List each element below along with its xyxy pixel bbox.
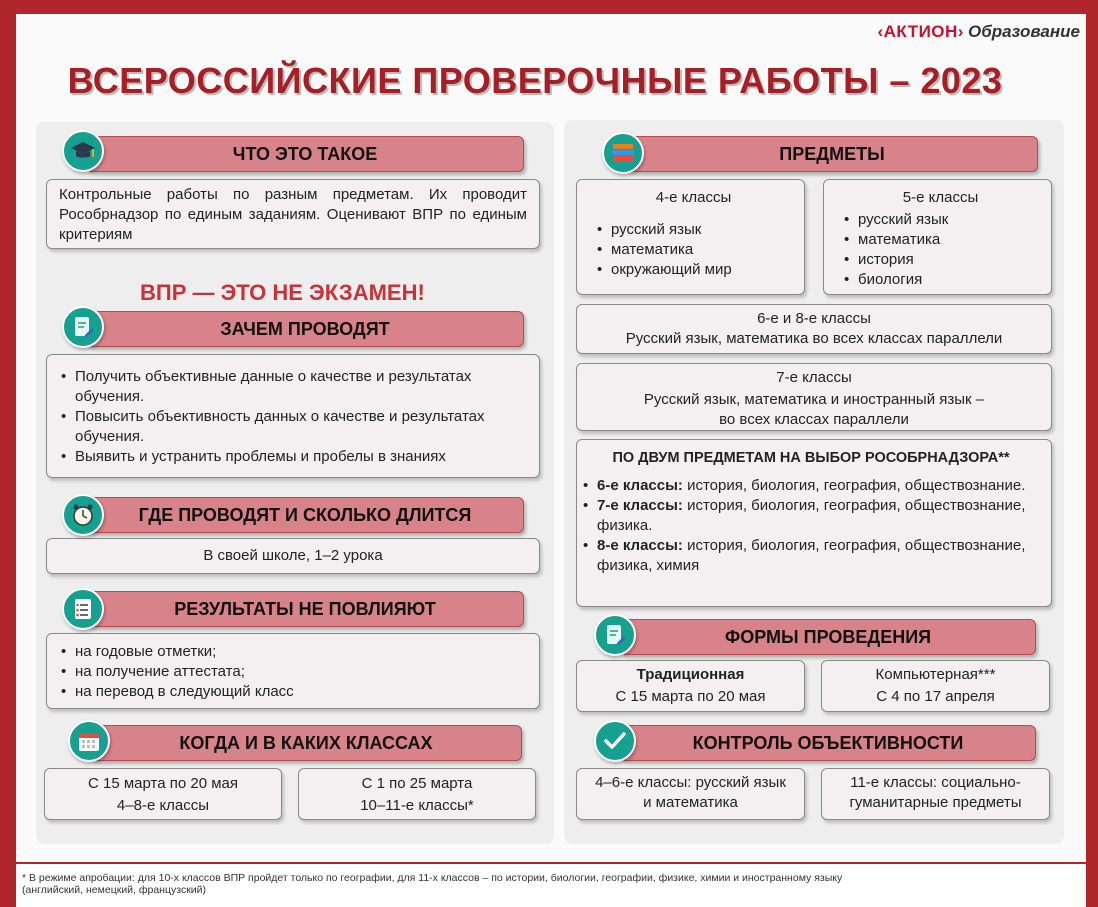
traditional-box bbox=[576, 660, 805, 712]
list-item: • русский язык bbox=[595, 220, 792, 240]
list-item: • русский язык bbox=[842, 210, 1039, 230]
when-header: КОГДА И В КАКИХ КЛАССАХ bbox=[90, 725, 522, 761]
footnote-line-1: * В режиме апробации: для 10-х классов ВПР пройдет только по географии, для 11-х классов – по истории, биологии, географии, физике, химии и иностранному языку bbox=[22, 872, 843, 884]
where-box bbox=[46, 538, 540, 574]
list-item: • история bbox=[842, 250, 1039, 270]
list-item: • 8-е классы: история, биология, география, обществознание, физика, химия bbox=[581, 536, 1041, 576]
list-item: • Выявить и устранить проблемы и пробелы в знаниях bbox=[59, 447, 527, 467]
footnote-line-2: (английский, немецкий, французский) bbox=[22, 884, 207, 896]
graduation-cap-icon bbox=[62, 130, 104, 172]
what-header: ЧТО ЭТО ТАКОЕ bbox=[86, 136, 524, 172]
choice-box bbox=[576, 439, 1052, 607]
list-item: • 6-е классы: история, биология, география, обществознание. bbox=[581, 476, 1041, 496]
aktion-logo: ‹АКТИОН› Образование bbox=[877, 22, 1080, 41]
choice-title: ПО ДВУМ ПРЕДМЕТАМ НА ВЫБОР РОСОБРНАДЗОРА** bbox=[612, 450, 1010, 466]
when-dates-2: С 1 по 25 марта bbox=[361, 775, 473, 792]
list-item: • Получить объективные данные о качестве и результатах обучения. bbox=[59, 367, 527, 407]
computer-box bbox=[821, 660, 1050, 712]
grade7-box bbox=[576, 363, 1052, 431]
control-text-1: 4–6-е классы: русский язык и математика bbox=[595, 774, 786, 811]
list-item: • математика bbox=[595, 240, 792, 260]
page-title: ВСЕРОССИЙСКИЕ ПРОВЕРОЧНЫЕ РАБОТЫ – 2023 bbox=[67, 60, 1003, 101]
grade7-line1: Русский язык, математика и иностранный язык – bbox=[643, 391, 985, 408]
what-text-box bbox=[46, 179, 540, 249]
computer-dates: С 4 по 17 апреля bbox=[876, 688, 995, 705]
control-box-2 bbox=[821, 768, 1050, 820]
where-text: В своей школе, 1–2 урока bbox=[203, 547, 383, 564]
grade68-box bbox=[576, 304, 1052, 354]
list-item: • Повысить объективность данных о качестве и результатах обучения. bbox=[59, 407, 527, 447]
footnote bbox=[16, 864, 1086, 907]
list-item: • биология bbox=[842, 270, 1039, 290]
control-header: КОНТРОЛЬ ОБЪЕКТИВНОСТИ bbox=[620, 725, 1036, 761]
traditional-dates: С 15 марта по 20 мая bbox=[615, 688, 766, 705]
list-item: • окружающий мир bbox=[595, 260, 792, 280]
grade68-title: 6-е и 8-е классы bbox=[757, 310, 871, 327]
computer-document-icon bbox=[594, 614, 636, 656]
grade4-title: 4-е классы bbox=[655, 189, 732, 206]
why-header: ЗАЧЕМ ПРОВОДЯТ bbox=[86, 311, 524, 347]
what-text: Контрольные работы по разным предметам. Их проводит Рособрнадзор по единым заданиям. Оценивают ВПР по единым критериям bbox=[59, 186, 527, 243]
forms-header: ФОРМЫ ПРОВЕДЕНИЯ bbox=[620, 619, 1036, 655]
list-item: • на годовые отметки; bbox=[59, 642, 527, 662]
when-box-1 bbox=[44, 768, 282, 820]
results-box bbox=[46, 633, 540, 709]
when-box-2 bbox=[298, 768, 536, 820]
control-box-1 bbox=[576, 768, 805, 820]
grade7-title: 7-е классы bbox=[776, 369, 852, 386]
results-header: РЕЗУЛЬТАТЫ НЕ ПОВЛИЯЮТ bbox=[86, 591, 524, 627]
checkmark-icon bbox=[594, 720, 636, 762]
document-edit-icon bbox=[62, 306, 104, 348]
when-grades-2: 10–11-е классы* bbox=[360, 797, 474, 814]
grade5-title: 5-е классы bbox=[902, 189, 979, 206]
grade7-line2: во всех классах параллели bbox=[719, 411, 909, 428]
why-box bbox=[46, 354, 540, 478]
list-item: • 7-е классы: история, биология, география, обществознание, физика. bbox=[581, 496, 1041, 536]
list-item: • на перевод в следующий класс bbox=[59, 682, 527, 702]
not-exam-banner: ВПР — ЭТО НЕ ЭКЗАМЕН! bbox=[140, 280, 425, 305]
subjects-header: ПРЕДМЕТЫ bbox=[626, 136, 1038, 172]
list-item: • математика bbox=[842, 230, 1039, 250]
traditional-title: Традиционная bbox=[636, 666, 745, 683]
when-dates-1: С 15 марта по 20 мая bbox=[88, 775, 238, 792]
grade4-box bbox=[576, 179, 805, 295]
grade5-box bbox=[823, 179, 1052, 295]
checklist-icon bbox=[62, 588, 104, 630]
control-text-2: 11-е классы: социально-гуманитарные предметы bbox=[849, 774, 1022, 811]
where-header: ГДЕ ПРОВОДЯТ И СКОЛЬКО ДЛИТСЯ bbox=[86, 497, 524, 533]
alarm-clock-icon bbox=[62, 494, 104, 536]
list-item: • на получение аттестата; bbox=[59, 662, 527, 682]
computer-title: Компьютерная*** bbox=[875, 666, 996, 683]
calendar-icon bbox=[68, 720, 110, 762]
grade68-text: Русский язык, математика во всех классах параллели bbox=[625, 330, 1003, 347]
books-icon bbox=[602, 132, 644, 174]
infographic bbox=[16, 14, 1086, 862]
when-grades-1: 4–8-е классы bbox=[116, 797, 210, 814]
